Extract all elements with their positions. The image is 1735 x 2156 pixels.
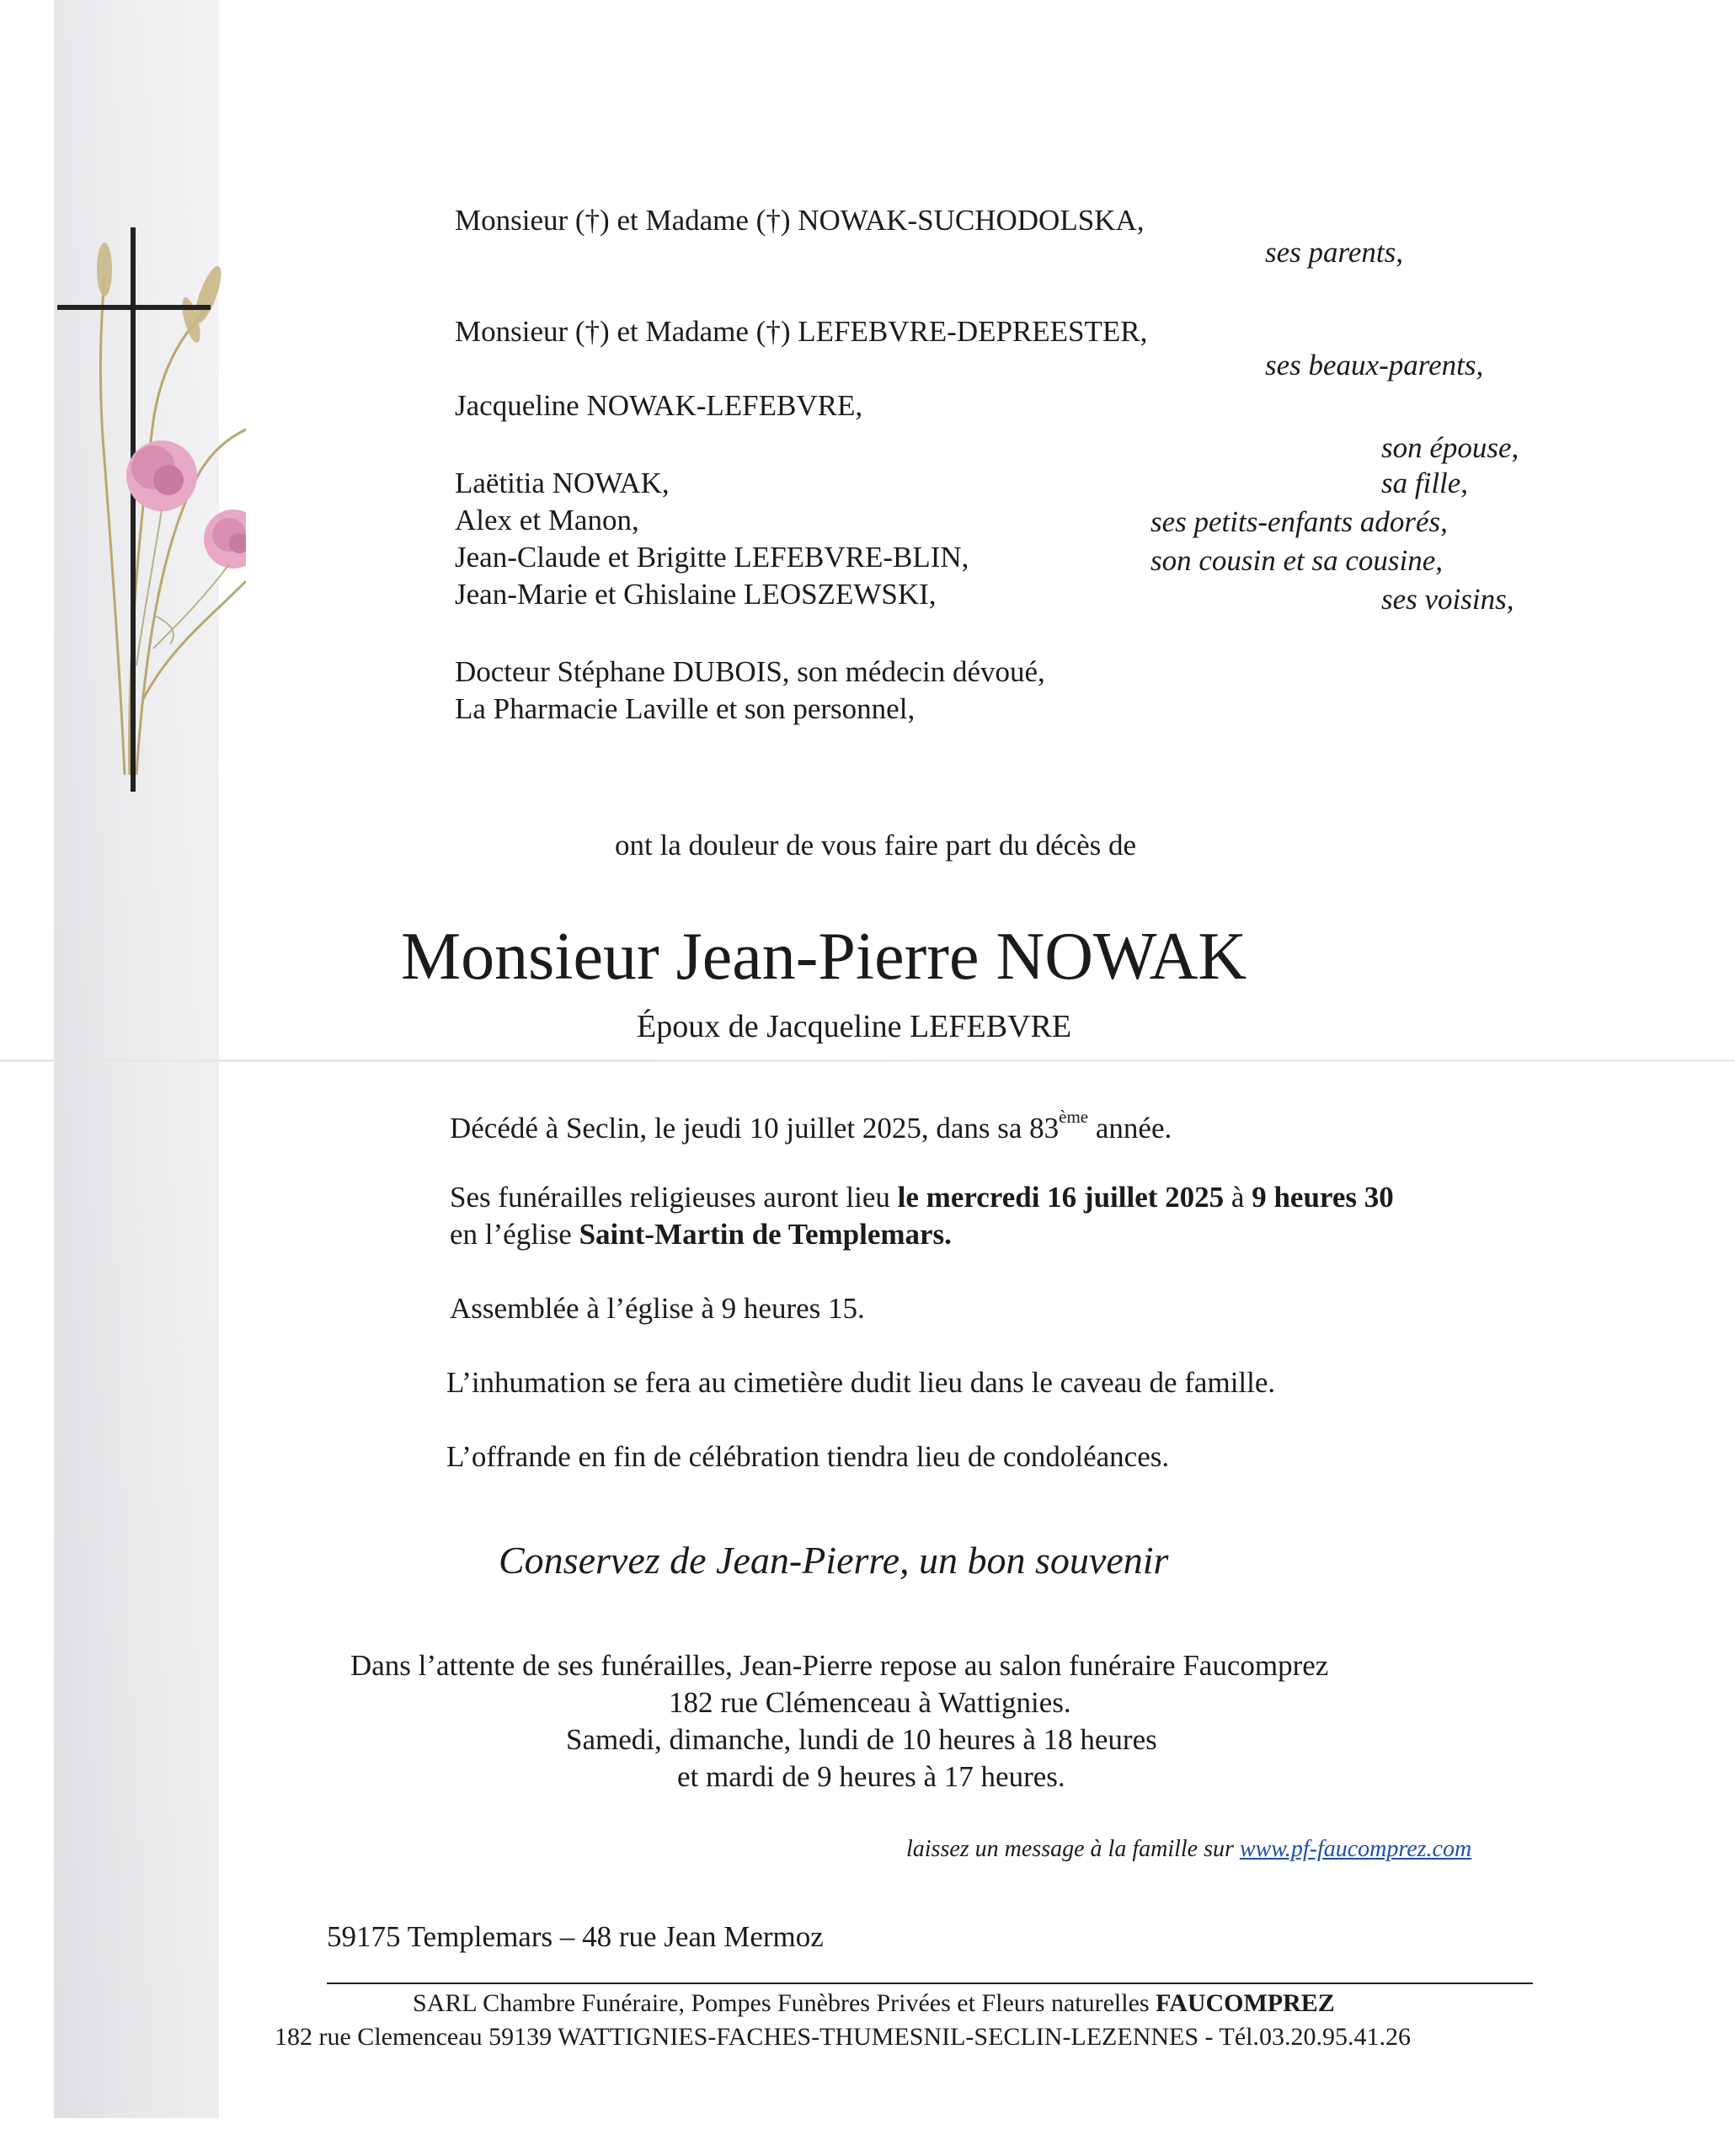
death-text-end: année.: [1088, 1112, 1172, 1145]
doctor-line: Docteur Stéphane DUBOIS, son médecin dévoué,: [455, 655, 1045, 688]
parents-names: Monsieur (†) et Madame (†) NOWAK-SUCHODOLSKA,: [455, 204, 1145, 237]
daughter-relation: sa fille,: [1381, 467, 1469, 499]
parents-relation: ses parents,: [1265, 236, 1403, 269]
funeral-date: le mercredi 16 juillet 2025: [897, 1181, 1225, 1214]
spouse-name: Jacqueline NOWAK-LEFEBVRE,: [455, 389, 863, 422]
funeral-intro: Ses funérailles religieuses auront lieu: [450, 1181, 898, 1214]
footer-contact: 182 rue Clemenceau 59139 WATTIGNIES-FACHES-THUMESNIL-SECLIN-LEZENNES - Tél.03.20.95.41.26: [275, 2023, 1411, 2051]
death-details: [450, 1107, 1172, 1145]
wheat-ears: [97, 243, 246, 431]
footer-rule: [327, 1983, 1533, 1984]
visitation-line-2: 182 rue Clémenceau à Wattignies.: [669, 1686, 1071, 1719]
announcement: ont la douleur de vous faire part du décès de: [615, 829, 1137, 862]
home-address: 59175 Templemars – 48 rue Jean Mermoz: [327, 1920, 824, 1953]
in-laws-relation: ses beaux-parents,: [1265, 349, 1484, 382]
church-intro: en l’église: [450, 1218, 579, 1251]
pharmacy-line: La Pharmacie Laville et son personnel,: [455, 692, 916, 725]
rose-icon: [126, 440, 246, 568]
message-line: [906, 1838, 1471, 1861]
ordinal-suffix: ème: [1059, 1107, 1089, 1127]
neighbours-name: Jean-Marie et Ghislaine LEOSZEWSKI,: [455, 578, 937, 611]
fold-line: [0, 1059, 1735, 1062]
deceased-name: Monsieur Jean-Pierre NOWAK: [401, 920, 1247, 994]
message-text: laissez un message à la famille sur: [906, 1836, 1240, 1862]
visitation-line-3: Samedi, dimanche, lundi de 10 heures à 18 heures: [566, 1723, 1157, 1756]
neighbours-relation: ses voisins,: [1381, 583, 1514, 616]
visitation-line-4: et mardi de 9 heures à 17 heures.: [677, 1760, 1065, 1793]
grandchildren-relation: ses petits-enfants adorés,: [1150, 505, 1448, 538]
burial-line: L’inhumation se fera au cimetière dudit lieu dans le caveau de famille.: [446, 1366, 1276, 1399]
in-laws-names: Monsieur (†) et Madame (†) LEFEBVRE-DEPREESTER,: [455, 315, 1148, 348]
cousins-name: Jean-Claude et Brigitte LEFEBVRE-BLIN,: [455, 541, 969, 574]
assembly-line: Assemblée à l’église à 9 heures 15.: [450, 1292, 865, 1325]
funeral-hour: 9 heures 30: [1252, 1181, 1394, 1214]
deceased-spouse-line: Époux de Jacqueline LEFEBVRE: [637, 1009, 1072, 1044]
spouse-relation: son épouse,: [1381, 431, 1519, 464]
company-prefix: SARL Chambre Funéraire, Pompes Funèbres Privées et Fleurs naturelles: [413, 1989, 1156, 2017]
funeral-line-2: [450, 1219, 952, 1249]
death-text: Décédé à Seclin, le jeudi 10 juillet 2025, dans sa 83: [450, 1112, 1060, 1145]
website-link[interactable]: www.pf-faucomprez.com: [1239, 1836, 1472, 1862]
visitation-line-1: Dans l’attente de ses funérailles, Jean-Pierre repose au salon funéraire Faucomprez: [350, 1649, 1329, 1682]
cousins-relation: son cousin et sa cousine,: [1150, 544, 1444, 577]
memory-line: Conservez de Jean-Pierre, un bon souvenir: [499, 1539, 1169, 1582]
cross-flowers-illustration: [52, 227, 246, 800]
footer-company: [413, 1991, 1335, 2016]
funeral-connector: à: [1224, 1181, 1252, 1214]
church-name: Saint-Martin de Templemars.: [579, 1218, 952, 1251]
daughter-name: Laëtitia NOWAK,: [455, 467, 670, 499]
company-name: FAUCOMPREZ: [1156, 1989, 1335, 2017]
funeral-line-1: [450, 1182, 1394, 1212]
grandchildren-name: Alex et Manon,: [455, 504, 639, 536]
offering-line: L’offrande en fin de célébration tiendra lieu de condoléances.: [446, 1440, 1170, 1473]
